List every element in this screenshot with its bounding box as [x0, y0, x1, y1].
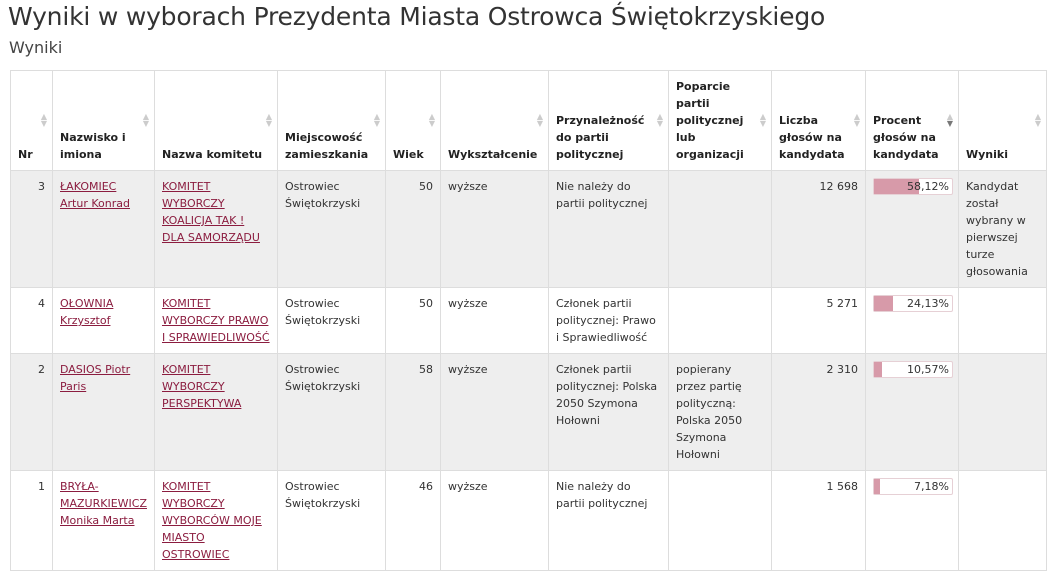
column-header-support[interactable] [669, 71, 772, 171]
sort-icon[interactable]: ▲ ▼ [373, 112, 380, 128]
page-title: Wyniki w wyborach Prezydenta Miasta Ostrowca Świętokrzyskiego [8, 2, 826, 31]
sort-icon[interactable]: ▲ ▼ [1034, 112, 1041, 128]
candidate-link[interactable]: BRYŁA-MAZURKIEWICZ Monika Marta [60, 480, 147, 527]
sort-icon[interactable]: ▲ ▼ [656, 112, 663, 128]
committee-link[interactable]: KOMITET WYBORCZY PERSPEKTYWA [162, 363, 242, 410]
cell-votes: 2 310 [772, 354, 866, 471]
cell-result [959, 354, 1047, 471]
cell-party: Nie należy do partii politycznej [549, 171, 669, 288]
sort-icon[interactable]: ▲ ▼ [428, 112, 435, 128]
table-row [11, 171, 1047, 288]
column-header-label: Nr [18, 148, 33, 161]
column-header-result[interactable] [959, 71, 1047, 171]
candidate-link[interactable]: DASIOS Piotr Paris [60, 363, 131, 393]
sort-icon[interactable]: ▲ ▼ [946, 112, 953, 128]
percent-label: 7,18% [914, 480, 949, 493]
sort-icon[interactable]: ▲ ▼ [40, 112, 47, 128]
percent-label: 10,57% [907, 363, 949, 376]
column-header-votes[interactable] [772, 71, 866, 171]
cell-result [959, 288, 1047, 354]
cell-city: Ostrowiec Świętokrzyski [278, 471, 386, 571]
cell-votes: 5 271 [772, 288, 866, 354]
percent-label: 24,13% [907, 297, 949, 310]
column-header-label: Procent głosów na kandydata [873, 114, 939, 161]
percent-bar [873, 361, 953, 378]
sort-icon[interactable]: ▲ ▼ [759, 112, 766, 128]
cell-name [53, 288, 155, 354]
cell-nr: 3 [11, 171, 53, 288]
cell-city: Ostrowiec Świętokrzyski [278, 354, 386, 471]
committee-link[interactable]: KOMITET WYBORCZY WYBORCÓW MOJE MIASTO OSTROWIEC [162, 480, 262, 561]
candidate-link[interactable]: OŁOWNIA Krzysztof [60, 297, 114, 327]
column-header-label: Wykształcenie [448, 148, 538, 161]
cell-votes: 1 568 [772, 471, 866, 571]
column-header-name[interactable] [53, 71, 155, 171]
column-header-label: Nazwa komitetu [162, 148, 263, 161]
cell-support [669, 471, 772, 571]
cell-nr: 2 [11, 354, 53, 471]
table-row [11, 471, 1047, 571]
cell-city: Ostrowiec Świętokrzyski [278, 171, 386, 288]
cell-name [53, 171, 155, 288]
cell-committee [155, 171, 278, 288]
cell-support [669, 171, 772, 288]
column-header-label: Poparcie partii politycznej lub organizacji [676, 80, 744, 161]
cell-city: Ostrowiec Świętokrzyski [278, 288, 386, 354]
column-header-label: Miejscowość zamieszkania [285, 131, 369, 161]
column-header-city[interactable] [278, 71, 386, 171]
cell-committee [155, 288, 278, 354]
cell-percent [866, 471, 959, 571]
sort-icon[interactable]: ▲ ▼ [142, 112, 149, 128]
percent-bar-fill [874, 296, 893, 311]
cell-party: Członek partii politycznej: Prawo i Sprawiedliwość [549, 288, 669, 354]
cell-education: wyższe [441, 288, 549, 354]
column-header-age[interactable] [386, 71, 441, 171]
cell-committee [155, 471, 278, 571]
percent-bar [873, 295, 953, 312]
percent-bar [873, 478, 953, 495]
cell-party: Nie należy do partii politycznej [549, 471, 669, 571]
column-header-percent[interactable] [866, 71, 959, 171]
sort-icon[interactable]: ▲ ▼ [265, 112, 272, 128]
column-header-education[interactable] [441, 71, 549, 171]
table-row [11, 354, 1047, 471]
cell-result [959, 471, 1047, 571]
committee-link[interactable]: KOMITET WYBORCZY KOALICJA TAK ! DLA SAMORZĄDU [162, 180, 260, 244]
cell-percent [866, 354, 959, 471]
cell-education: wyższe [441, 471, 549, 571]
sort-icon[interactable]: ▲ ▼ [853, 112, 860, 128]
percent-bar-fill [874, 479, 880, 494]
percent-bar-fill [874, 362, 882, 377]
cell-name [53, 471, 155, 571]
column-header-party[interactable] [549, 71, 669, 171]
cell-age: 58 [386, 354, 441, 471]
cell-age: 50 [386, 288, 441, 354]
column-header-label: Nazwisko i imiona [60, 131, 126, 161]
column-header-label: Przynależność do partii politycznej [556, 114, 645, 161]
column-header-label: Wyniki [966, 148, 1008, 161]
cell-age: 46 [386, 471, 441, 571]
candidate-link[interactable]: ŁAKOMIEC Artur Konrad [60, 180, 130, 210]
cell-nr: 4 [11, 288, 53, 354]
cell-result: Kandydat został wybrany w pierwszej turze głosowania [959, 171, 1047, 288]
cell-education: wyższe [441, 354, 549, 471]
cell-nr: 1 [11, 471, 53, 571]
sort-icon[interactable]: ▲ ▼ [536, 112, 543, 128]
results-table [10, 70, 1047, 571]
table-row [11, 288, 1047, 354]
cell-party: Członek partii politycznej: Polska 2050 Szymona Hołowni [549, 354, 669, 471]
cell-percent [866, 288, 959, 354]
cell-name [53, 354, 155, 471]
cell-support: popierany przez partię polityczną: Polska 2050 Szymona Hołowni [669, 354, 772, 471]
cell-percent [866, 171, 959, 288]
committee-link[interactable]: KOMITET WYBORCZY PRAWO I SPRAWIEDLIWOŚĆ [162, 297, 270, 344]
percent-bar [873, 178, 953, 195]
cell-votes: 12 698 [772, 171, 866, 288]
column-header-label: Wiek [393, 148, 424, 161]
cell-education: wyższe [441, 171, 549, 288]
column-header-nr[interactable] [11, 71, 53, 171]
cell-support [669, 288, 772, 354]
percent-label: 58,12% [907, 180, 949, 193]
page-subtitle: Wyniki [9, 38, 63, 57]
column-header-committee[interactable] [155, 71, 278, 171]
cell-committee [155, 354, 278, 471]
column-header-label: Liczba głosów na kandydata [779, 114, 845, 161]
cell-age: 50 [386, 171, 441, 288]
